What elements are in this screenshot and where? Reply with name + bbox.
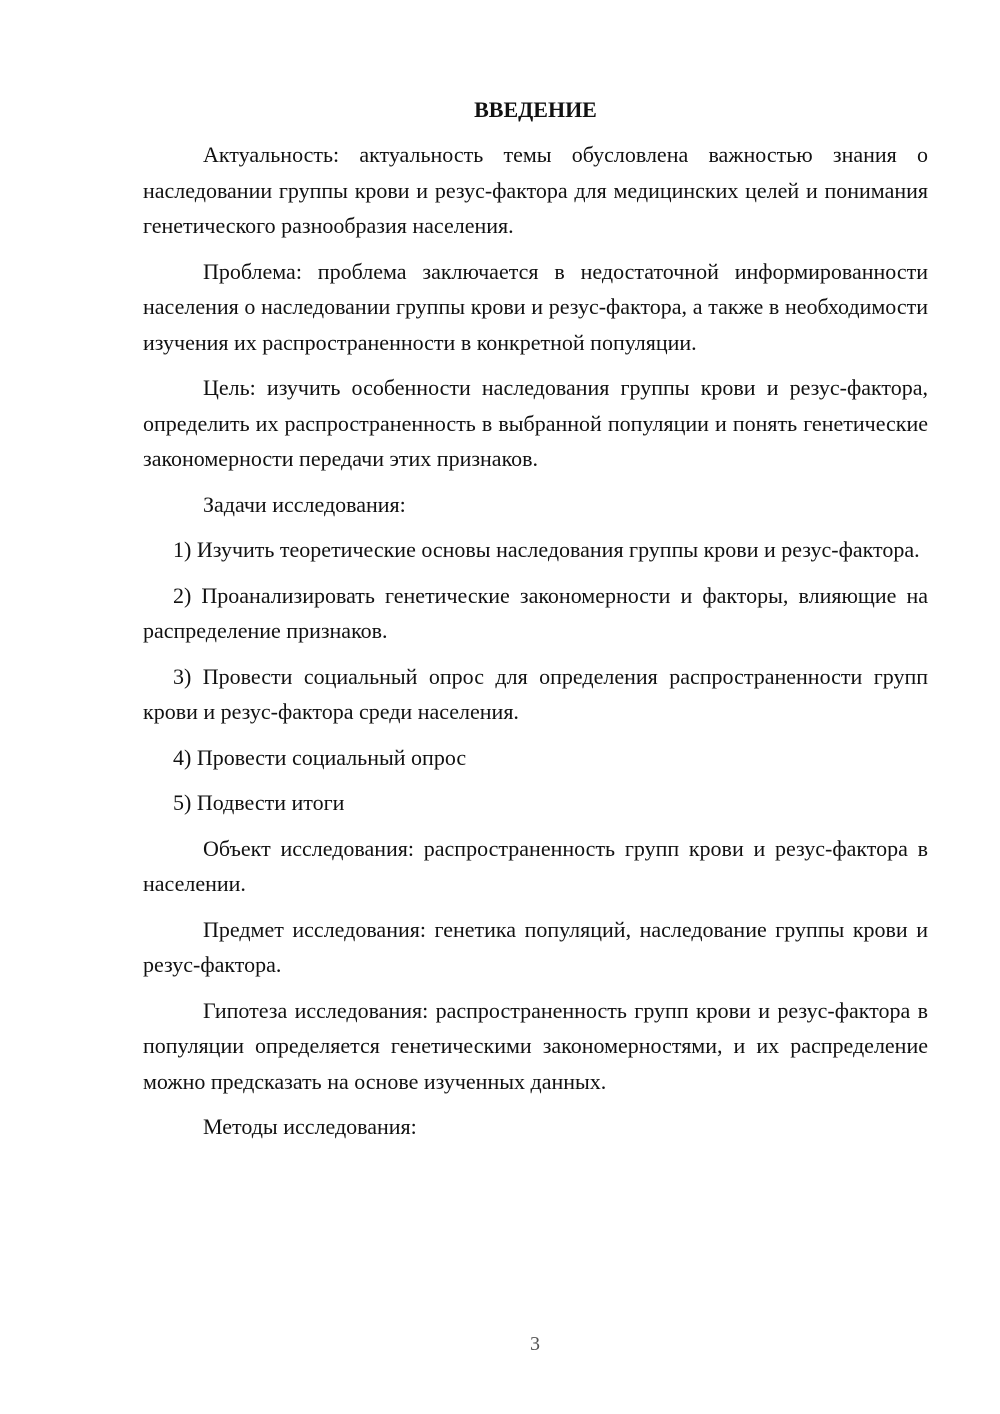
page-body (143, 92, 928, 1155)
tasks-heading: Задачи исследования: (203, 491, 406, 517)
hypothesis-paragraph: Гипотеза исследования: распространенность групп крови и резус-фактора в популяции определяется генетическими закономерностями, и их распределение можно предсказать на основе изученных данных. (143, 997, 928, 1094)
task-item-3: 3) Провести социальный опрос для определения распространенности групп крови и резус-фактора среди населения. (143, 663, 928, 724)
relevance-paragraph: Актуальность: актуальность темы обусловлена важностью знания о наследовании группы крови и резус-фактора для медицинских целей и понимания генетического разнообразия населения. (143, 142, 928, 238)
subject-paragraph: Предмет исследования: генетика популяций, наследование группы крови и резус-фактора. (143, 916, 928, 977)
task-item-4: 4) Провести социальный опрос (173, 744, 467, 770)
task-item-1: 1) Изучить теоретические основы наследования группы крови и резус-фактора. (173, 537, 920, 562)
task-item-2: 2) Проанализировать генетические закономерности и факторы, влияющие на распределение признаков. (143, 582, 928, 643)
task-item-5: 5) Подвести итоги (173, 790, 345, 815)
object-paragraph: Объект исследования: распространенность групп крови и резус-фактора в населении. (143, 835, 928, 896)
page-title: ВВЕДЕНИЕ (474, 97, 597, 122)
methods-heading: Методы исследования: (203, 1114, 417, 1139)
page-number: 3 (530, 1333, 540, 1355)
goal-paragraph: Цель: изучить особенности наследования группы крови и резус-фактора, определить их распространенность в выбранной популяции и понять генетические закономерности передачи этих признаков. (143, 375, 928, 471)
problem-paragraph: Проблема: проблема заключается в недостаточной информированности населения о наследовании группы крови и резус-фактора, а также в необходимости изучения их распространенности в конкретной популяции. (143, 258, 928, 355)
